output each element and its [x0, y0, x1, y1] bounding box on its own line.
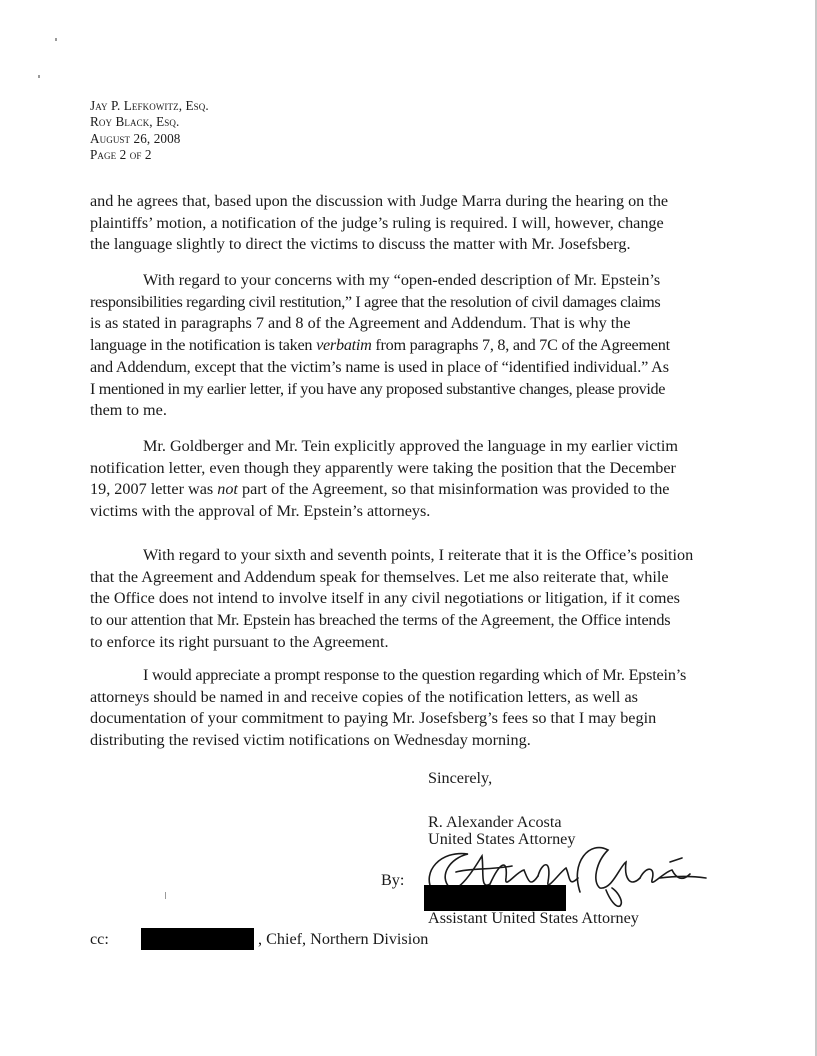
text-line [90, 335, 715, 357]
text-line: notification letter, even though they apparently were taking the position that the December [90, 458, 676, 477]
text-line: is as stated in paragraphs 7 and 8 of the Agreement and Addendum. That is why the [90, 314, 631, 333]
text-run: 19, 2007 letter was [90, 480, 218, 499]
by-label: By: [381, 871, 405, 889]
scan-speck [165, 892, 166, 899]
text-line: and Addendum, except that the victim’s name is used in place of “identified individual.” As [90, 357, 669, 376]
header-recipient-2: Roy Black, Esq. [90, 114, 180, 130]
text-run: from paragraphs 7, 8, and 7C of the Agreement [371, 336, 670, 355]
header-page-number: Page 2 of 2 [90, 147, 152, 163]
text-line: I would appreciate a prompt response to the question regarding which of Mr. Epstein’s [143, 666, 687, 684]
closing-sincerely: Sincerely, [428, 769, 493, 787]
text-line: the language slightly to direct the victims to discuss the matter with Mr. Josefsberg. [90, 235, 631, 254]
letter-header [90, 98, 209, 164]
text-line: to our attention that Mr. Epstein has breached the terms of the Agreement, the Office intends [90, 611, 671, 630]
text-line: Mr. Goldberger and Mr. Tein explicitly approved the language in my earlier victim [143, 437, 679, 455]
text-line: to enforce its right pursuant to the Agreement. [90, 632, 389, 651]
scan-speck [55, 38, 57, 41]
text-line: plaintiffs’ motion, a notification of the judge’s ruling is required. I will, however, change [90, 213, 664, 232]
text-line: them to me. [90, 401, 167, 420]
text-run: language in the notification is taken [90, 336, 317, 355]
redaction-bar [424, 885, 566, 911]
header-date: August 26, 2008 [90, 130, 181, 146]
paragraph-2 [90, 270, 715, 422]
paragraph-4 [90, 545, 715, 654]
text-line: victims with the approval of Mr. Epstein’s attorneys. [90, 502, 431, 521]
text-run: part of the Agreement, so that misinformation was provided to the [237, 480, 670, 499]
cc-recipient-title: , Chief, Northern Division [258, 930, 429, 948]
paragraph-3 [90, 436, 715, 523]
text-line: distributing the revised victim notifications on Wednesday morning. [90, 731, 531, 750]
text-line: attorneys should be named in and receive copies of the notification letters, as well as [90, 687, 638, 706]
cc-redaction-bar [141, 928, 254, 950]
emphasis-not: not [217, 480, 238, 499]
paragraph-5 [90, 665, 715, 752]
text-line: responsibilities regarding civil restitution,” I agree that the resolution of civil damages claims [90, 292, 661, 311]
paragraph-1 [90, 191, 715, 256]
text-line: documentation of your commitment to paying Mr. Josefsberg’s fees so that I may begin [90, 709, 657, 728]
text-line: and he agrees that, based upon the discussion with Judge Marra during the hearing on the [90, 192, 669, 210]
text-line: With regard to your concerns with my “open-ended description of Mr. Epstein’s [143, 271, 661, 289]
text-line: the Office does not intend to involve itself in any civil negotiations or litigation, if it comes [90, 589, 680, 608]
assistant-title: Assistant United States Attorney [428, 909, 639, 927]
text-line: that the Agreement and Addendum speak for themselves. Let me also reiterate that, while [90, 567, 669, 586]
text-line: I mentioned in my earlier letter, if you have any proposed substantive changes, please provide [90, 379, 666, 398]
emphasis-verbatim: verbatim [316, 336, 372, 355]
cc-label: cc: [90, 930, 109, 948]
text-line [90, 479, 715, 501]
header-recipient-1: Jay P. Lefkowitz, Esq. [90, 98, 209, 113]
signatory-title: United States Attorney [428, 830, 576, 848]
text-line: With regard to your sixth and seventh points, I reiterate that it is the Office’s position [143, 546, 694, 564]
scan-speck [38, 75, 40, 78]
signatory-name: R. Alexander Acosta [428, 813, 562, 831]
